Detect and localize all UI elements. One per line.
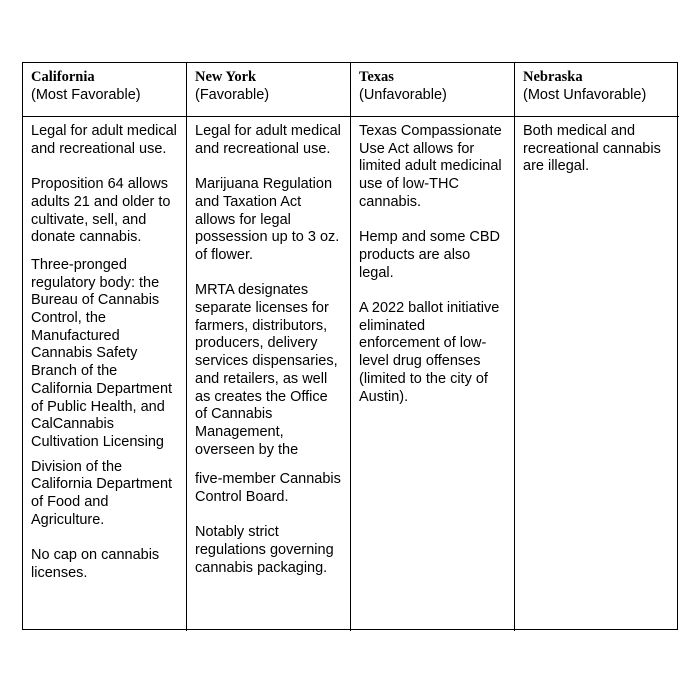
paragraph: Notably strict regulations governing cannabis packaging. <box>195 524 334 576</box>
header-cell-new-york <box>187 63 351 117</box>
state-comparison-table <box>22 62 678 630</box>
paragraph: Texas Compassionate Use Act allows for limited adult medicinal use of low-THC cannabis. <box>359 123 502 210</box>
header-cell-california <box>23 63 187 117</box>
paragraph: Three-pronged regulatory body: the Bureau of Cannabis Control, the Manufactured Cannabis Safety Branch of the California Department of Public Health, and CalCannabis Cultivation Licensing <box>31 256 173 450</box>
body-cell-texas <box>351 117 515 631</box>
paragraph: Marijuana Regulation and Taxation Act allows for legal possession up to 3 oz. of flower. <box>195 176 340 263</box>
state-name: New York <box>195 69 257 85</box>
paragraph: five-member Cannabis Control Board. <box>195 471 341 506</box>
header-cell-nebraska <box>515 63 679 117</box>
body-cell-nebraska <box>515 117 679 631</box>
paragraph: Division of the California Department of Food and Agriculture. <box>31 458 173 528</box>
paragraph: Legal for adult medical and recreational use. <box>195 123 341 157</box>
state-rating: (Most Favorable) <box>31 86 141 103</box>
header-cell-texas <box>351 63 515 117</box>
state-rating: (Unfavorable) <box>359 86 447 103</box>
paragraph: A 2022 ballot initiative eliminated enforcement of low-level drug offenses (limited to the city of Austin). <box>359 300 500 405</box>
paragraph: No cap on cannabis licenses. <box>31 547 160 581</box>
paragraph: Proposition 64 allows adults 21 and older to cultivate, sell, and donate cannabis. <box>31 176 171 246</box>
paragraph: Both medical and recreational cannabis are illegal. <box>523 123 661 175</box>
paragraph: Legal for adult medical and recreational use. <box>31 123 177 157</box>
paragraph: MRTA designates separate licenses for farmers, distributors, producers, delivery services dispensaries, and retailers, as well as creates the Office of Cannabis Management, overseen by the <box>195 282 338 458</box>
state-rating: (Favorable) <box>195 86 270 103</box>
state-rating: (Most Unfavorable) <box>523 86 647 103</box>
body-cell-california <box>23 117 187 631</box>
state-name: Texas <box>359 69 394 85</box>
paragraph: Hemp and some CBD products are also legal. <box>359 229 501 281</box>
body-cell-new-york <box>187 117 351 631</box>
state-name: California <box>31 69 95 85</box>
state-name: Nebraska <box>523 69 583 85</box>
